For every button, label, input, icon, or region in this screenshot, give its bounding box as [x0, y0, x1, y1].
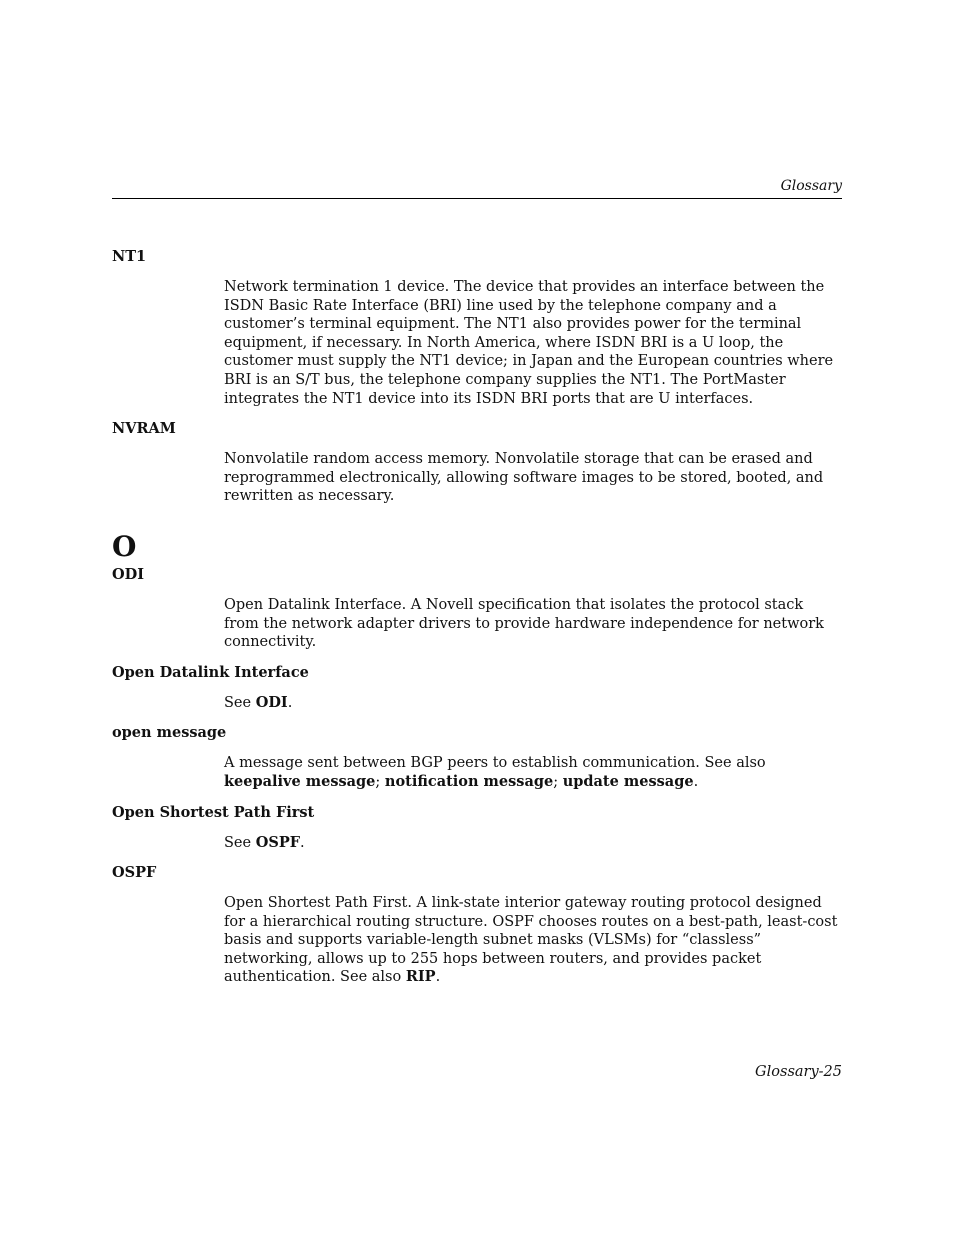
section-letter: O: [112, 529, 137, 563]
period: .: [300, 834, 305, 851]
definition-text: A message sent between BGP peers to establish communication. See also: [224, 755, 766, 772]
see-text: See: [224, 694, 256, 711]
term-open-message: open message: [112, 724, 227, 742]
period: .: [693, 773, 699, 790]
cross-reference-odi: ODI: [255, 693, 288, 711]
term-odi: ODI: [112, 565, 144, 583]
separator: ;: [553, 773, 563, 790]
term-ospf: OSPF: [112, 864, 157, 882]
definition-text: Open Shortest Path First. A link-state interior gateway routing protocol designed for a hierarchical routing structure. OSPF chooses routes on a best-path, least-cost basis and supports variable-length subnet masks (VLSMs) for “classless” networking, allows up to 255 hops between routers, and provides packet authentication. See also: [224, 895, 838, 986]
definition-ospf: [224, 894, 842, 987]
cross-reference-rip: RIP: [405, 968, 436, 986]
glossary-content: [112, 248, 842, 999]
term-open-datalink-interface: Open Datalink Interface: [112, 663, 309, 681]
period: .: [287, 694, 293, 711]
page-header-label: Glossary: [780, 178, 842, 194]
term-nt1: NT1: [112, 248, 147, 265]
period: .: [435, 969, 441, 986]
cross-reference-notification-message: notification message: [384, 772, 554, 790]
cross-reference-update-message: update message: [562, 772, 694, 790]
definition-nvram: Nonvolatile random access memory. Nonvolatile storage that can be erased and reprogrammed electronically, allowing software images to be stored, booted, and rewritten as necessary.: [224, 451, 824, 505]
term-open-shortest-path-first: Open Shortest Path First: [112, 803, 315, 821]
separator: ;: [375, 773, 385, 790]
definition-odi: Open Datalink Interface. A Novell specification that isolates the protocol stack from the network adapter drivers to provide hardware independence for network connectivity.: [224, 596, 824, 651]
cross-reference-keepalive-message: keepalive message: [224, 772, 376, 790]
see-text: See: [224, 834, 256, 851]
definition-nt1: Network termination 1 device. The device that provides an interface between the ISDN Basic Rate Interface (BRI) line used by the telephone company and a customer’s terminal equipment. The NT1 also provides power for the terminal equipment, if necessary. In North America, where ISDN BRI is a U loop, the customer must supply the NT1 device; in Japan and the European countries where BRI is an S/T bus, the telephone company supplies the NT1. The PortMaster integrates the NT1 device into its ISDN BRI ports that are U interfaces.: [224, 279, 834, 407]
header-rule: [112, 198, 842, 199]
term-nvram: NVRAM: [112, 420, 176, 438]
definition-open-datalink-interface: [224, 694, 842, 713]
cross-reference-ospf: OSPF: [255, 833, 301, 851]
page-number: Glossary-25: [755, 1064, 842, 1080]
definition-open-message: [224, 754, 842, 791]
definition-open-shortest-path-first: [224, 834, 842, 853]
